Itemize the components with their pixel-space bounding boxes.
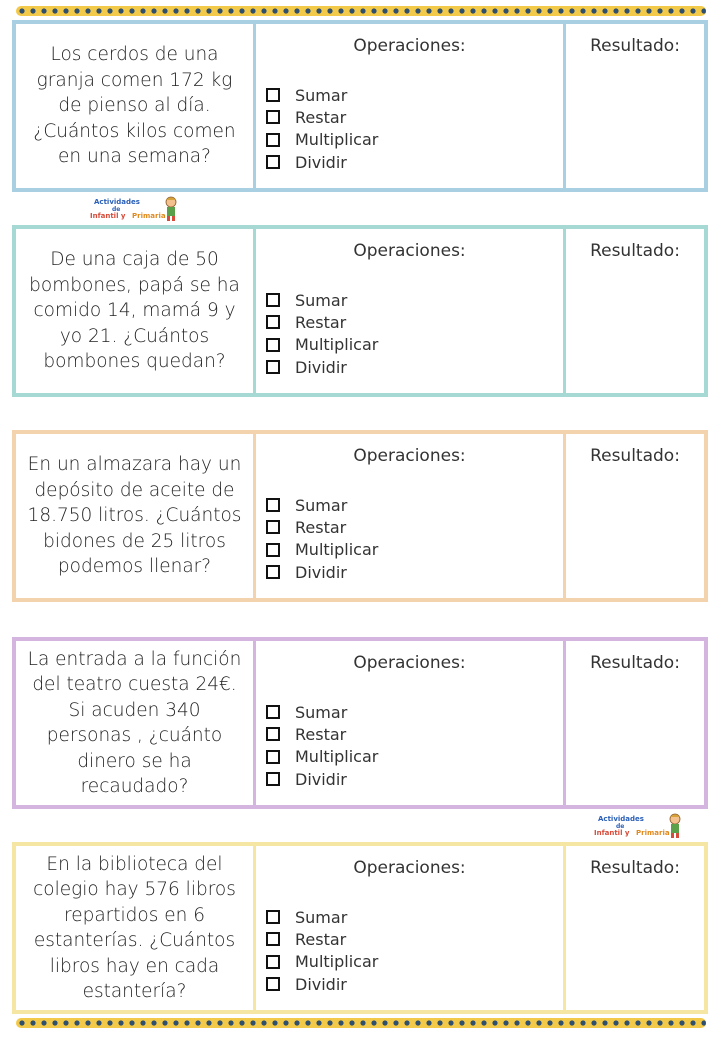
operations-cell (256, 229, 566, 393)
border-dot (536, 1020, 541, 1025)
border-dot (624, 8, 629, 13)
result-cell[interactable] (566, 229, 704, 393)
border-dot (701, 1020, 706, 1025)
problem-card (12, 637, 708, 809)
border-dot (327, 1020, 332, 1025)
border-dot (96, 1020, 101, 1025)
operation-option[interactable] (266, 561, 378, 583)
border-dot (272, 8, 277, 13)
operation-option[interactable] (266, 334, 378, 356)
operation-option[interactable] (266, 516, 378, 538)
border-dot (437, 1020, 442, 1025)
border-dot (41, 1020, 46, 1025)
decorative-border-top (16, 6, 706, 16)
operation-option-label: Dividir (295, 769, 347, 789)
border-dot (316, 1020, 321, 1025)
border-dot (470, 8, 475, 13)
border-dot (514, 1020, 519, 1025)
operation-option-label: Sumar (295, 702, 348, 722)
problem-question: La entrada a la función del teatro cuesta 24€. Si acuden 340 personas , ¿cuánto dinero se ha recaudado? (16, 641, 256, 805)
operation-option[interactable] (266, 723, 378, 745)
checkbox-icon[interactable] (266, 498, 280, 512)
border-dot (118, 1020, 123, 1025)
operation-option-label: Sumar (295, 907, 348, 927)
result-cell[interactable] (566, 641, 704, 805)
border-dot (305, 8, 310, 13)
border-dot (382, 8, 387, 13)
border-dot (503, 1020, 508, 1025)
decorative-border-bottom (16, 1018, 706, 1028)
checkbox-icon[interactable] (266, 88, 280, 102)
border-dot (107, 8, 112, 13)
operation-option-label: Multiplicar (295, 335, 379, 355)
border-dot (250, 8, 255, 13)
border-dot (173, 1020, 178, 1025)
border-dot (151, 8, 156, 13)
border-dot (404, 1020, 409, 1025)
operation-option-label: Sumar (295, 85, 348, 105)
operations-label: Operaciones: (353, 446, 466, 466)
border-dot (393, 1020, 398, 1025)
checkbox-icon[interactable] (266, 955, 280, 969)
operations-label: Operaciones: (353, 241, 466, 261)
operations-options (266, 494, 378, 583)
border-dot (151, 1020, 156, 1025)
logo-line3b: Primaria (132, 212, 166, 220)
border-dot (52, 8, 57, 13)
border-dot (327, 8, 332, 13)
border-dot (107, 1020, 112, 1025)
border-dot (525, 8, 530, 13)
border-dot (624, 1020, 629, 1025)
border-dot (118, 8, 123, 13)
child-mascot-icon (162, 196, 180, 222)
border-dot (41, 8, 46, 13)
border-dot (217, 8, 222, 13)
border-dot (613, 1020, 618, 1025)
border-dot (228, 8, 233, 13)
border-dot (140, 1020, 145, 1025)
logo-line1: Actividades (94, 198, 140, 206)
border-dot (294, 1020, 299, 1025)
border-dot (415, 8, 420, 13)
checkbox-icon[interactable] (266, 315, 280, 329)
border-dot (96, 8, 101, 13)
border-dot (19, 8, 24, 13)
checkbox-icon[interactable] (266, 910, 280, 924)
problem-card (12, 842, 708, 1014)
operation-option[interactable] (266, 129, 378, 151)
border-dot (382, 1020, 387, 1025)
border-dot (426, 1020, 431, 1025)
border-dot (547, 8, 552, 13)
border-dot (569, 8, 574, 13)
border-dot (492, 8, 497, 13)
logo-line1: Actividades (598, 815, 644, 823)
border-dot (85, 8, 90, 13)
border-dot (448, 1020, 453, 1025)
checkbox-icon[interactable] (266, 520, 280, 534)
border-dot (690, 1020, 695, 1025)
result-label: Resultado: (590, 858, 680, 878)
operation-option-label: Dividir (295, 562, 347, 582)
checkbox-icon[interactable] (266, 705, 280, 719)
checkbox-icon[interactable] (266, 727, 280, 741)
border-dot (679, 1020, 684, 1025)
checkbox-icon[interactable] (266, 772, 280, 786)
border-dot (437, 8, 442, 13)
operation-option-label: Multiplicar (295, 130, 379, 150)
border-dot (613, 8, 618, 13)
border-dot (338, 1020, 343, 1025)
problem-card (12, 225, 708, 397)
border-dot (470, 1020, 475, 1025)
border-dot (602, 8, 607, 13)
border-dot (52, 1020, 57, 1025)
checkbox-icon[interactable] (266, 293, 280, 307)
result-label: Resultado: (590, 653, 680, 673)
border-dot (206, 8, 211, 13)
border-dot (547, 1020, 552, 1025)
border-dot (184, 8, 189, 13)
border-dot (657, 8, 662, 13)
site-logo-1 (90, 196, 182, 224)
logo-line3b: Primaria (636, 829, 670, 837)
border-dot (195, 8, 200, 13)
border-dot (459, 8, 464, 13)
border-dot (30, 1020, 35, 1025)
operation-option-label: Restar (295, 312, 347, 332)
logo-line3a: Infantil y (90, 212, 126, 220)
operation-option[interactable] (266, 539, 378, 561)
border-dot (481, 1020, 486, 1025)
operations-options (266, 906, 378, 995)
operation-option-label: Multiplicar (295, 747, 379, 767)
problem-question: Los cerdos de una granja comen 172 kg de pienso al día. ¿Cuántos kilos comen en una semana? (16, 24, 256, 188)
dot-pattern-top (16, 6, 706, 16)
operations-options (266, 289, 378, 378)
border-dot (635, 1020, 640, 1025)
border-dot (525, 1020, 530, 1025)
border-dot (668, 8, 673, 13)
border-dot (492, 1020, 497, 1025)
border-dot (371, 8, 376, 13)
border-dot (294, 8, 299, 13)
border-dot (140, 8, 145, 13)
border-dot (668, 1020, 673, 1025)
operation-option-label: Dividir (295, 357, 347, 377)
border-dot (261, 8, 266, 13)
operation-option-label: Dividir (295, 152, 347, 172)
border-dot (580, 8, 585, 13)
border-dot (30, 8, 35, 13)
operation-option-label: Restar (295, 724, 347, 744)
border-dot (283, 8, 288, 13)
border-dot (371, 1020, 376, 1025)
checkbox-icon[interactable] (266, 977, 280, 991)
border-dot (393, 8, 398, 13)
checkbox-icon[interactable] (266, 133, 280, 147)
checkbox-icon[interactable] (266, 338, 280, 352)
result-cell[interactable] (566, 434, 704, 598)
border-dot (239, 1020, 244, 1025)
operations-label: Operaciones: (353, 858, 466, 878)
border-dot (217, 1020, 222, 1025)
border-dot (558, 1020, 563, 1025)
operation-option[interactable] (266, 151, 378, 173)
operation-option-label: Restar (295, 929, 347, 949)
border-dot (63, 1020, 68, 1025)
dot-pattern-bottom (16, 1018, 706, 1028)
operations-cell (256, 641, 566, 805)
logo-line3a: Infantil y (594, 829, 630, 837)
problem-question: De una caja de 50 bombones, papá se ha comido 14, mamá 9 y yo 21. ¿Cuántos bombones quedan? (16, 229, 256, 393)
border-dot (184, 1020, 189, 1025)
operation-option[interactable] (266, 311, 378, 333)
border-dot (272, 1020, 277, 1025)
operation-option[interactable] (266, 746, 378, 768)
border-dot (129, 8, 134, 13)
border-dot (162, 1020, 167, 1025)
child-mascot-icon (666, 813, 684, 839)
result-cell[interactable] (566, 24, 704, 188)
border-dot (162, 8, 167, 13)
operations-options (266, 701, 378, 790)
border-dot (404, 8, 409, 13)
operation-option[interactable] (266, 701, 378, 723)
result-label: Resultado: (590, 446, 680, 466)
operations-cell (256, 434, 566, 598)
operation-option[interactable] (266, 494, 378, 516)
operation-option[interactable] (266, 84, 378, 106)
border-dot (228, 1020, 233, 1025)
border-dot (679, 8, 684, 13)
border-dot (657, 1020, 662, 1025)
operation-option[interactable] (266, 906, 378, 928)
border-dot (426, 8, 431, 13)
operation-option[interactable] (266, 289, 378, 311)
operation-option[interactable] (266, 356, 378, 378)
border-dot (129, 1020, 134, 1025)
border-dot (591, 8, 596, 13)
checkbox-icon[interactable] (266, 750, 280, 764)
operations-cell (256, 846, 566, 1010)
operations-label: Operaciones: (353, 653, 466, 673)
border-dot (448, 8, 453, 13)
operation-option[interactable] (266, 106, 378, 128)
checkbox-icon[interactable] (266, 565, 280, 579)
border-dot (360, 1020, 365, 1025)
border-dot (580, 1020, 585, 1025)
checkbox-icon[interactable] (266, 110, 280, 124)
border-dot (701, 8, 706, 13)
border-dot (63, 8, 68, 13)
border-dot (173, 8, 178, 13)
border-dot (481, 8, 486, 13)
border-dot (261, 1020, 266, 1025)
border-dot (646, 8, 651, 13)
checkbox-icon[interactable] (266, 543, 280, 557)
result-label: Resultado: (590, 241, 680, 261)
problem-question: En un almazara hay un depósito de aceite de 18.750 litros. ¿Cuántos bidones de 25 litros podemos llenar? (16, 434, 256, 598)
border-dot (459, 1020, 464, 1025)
operation-option-label: Sumar (295, 495, 348, 515)
border-dot (558, 8, 563, 13)
operations-cell (256, 24, 566, 188)
operation-option[interactable] (266, 951, 378, 973)
border-dot (74, 1020, 79, 1025)
operation-option-label: Restar (295, 517, 347, 537)
border-dot (349, 8, 354, 13)
result-cell[interactable] (566, 846, 704, 1010)
operation-option-label: Dividir (295, 974, 347, 994)
checkbox-icon[interactable] (266, 360, 280, 374)
border-dot (514, 8, 519, 13)
border-dot (635, 8, 640, 13)
border-dot (360, 8, 365, 13)
problem-question: En la biblioteca del colegio hay 576 libros repartidos en 6 estanterías. ¿Cuántos libros hay en cada estantería? (16, 846, 256, 1010)
operation-option[interactable] (266, 928, 378, 950)
result-label: Resultado: (590, 36, 680, 56)
border-dot (602, 1020, 607, 1025)
border-dot (195, 1020, 200, 1025)
border-dot (591, 1020, 596, 1025)
operation-option-label: Sumar (295, 290, 348, 310)
border-dot (206, 1020, 211, 1025)
border-dot (503, 8, 508, 13)
border-dot (338, 8, 343, 13)
logo-line2: de (616, 823, 625, 830)
operation-option[interactable] (266, 768, 378, 790)
operation-option-label: Restar (295, 107, 347, 127)
border-dot (690, 8, 695, 13)
logo-line2: de (112, 206, 121, 213)
border-dot (646, 1020, 651, 1025)
operation-option[interactable] (266, 973, 378, 995)
border-dot (415, 1020, 420, 1025)
problem-card (12, 20, 708, 192)
border-dot (316, 8, 321, 13)
border-dot (349, 1020, 354, 1025)
operations-label: Operaciones: (353, 36, 466, 56)
border-dot (536, 8, 541, 13)
operation-option-label: Multiplicar (295, 952, 379, 972)
border-dot (239, 8, 244, 13)
border-dot (283, 1020, 288, 1025)
problem-card (12, 430, 708, 602)
border-dot (74, 8, 79, 13)
operations-options (266, 84, 378, 173)
checkbox-icon[interactable] (266, 932, 280, 946)
border-dot (569, 1020, 574, 1025)
site-logo-2 (594, 813, 686, 841)
border-dot (19, 1020, 24, 1025)
border-dot (305, 1020, 310, 1025)
border-dot (85, 1020, 90, 1025)
checkbox-icon[interactable] (266, 155, 280, 169)
operation-option-label: Multiplicar (295, 540, 379, 560)
border-dot (250, 1020, 255, 1025)
